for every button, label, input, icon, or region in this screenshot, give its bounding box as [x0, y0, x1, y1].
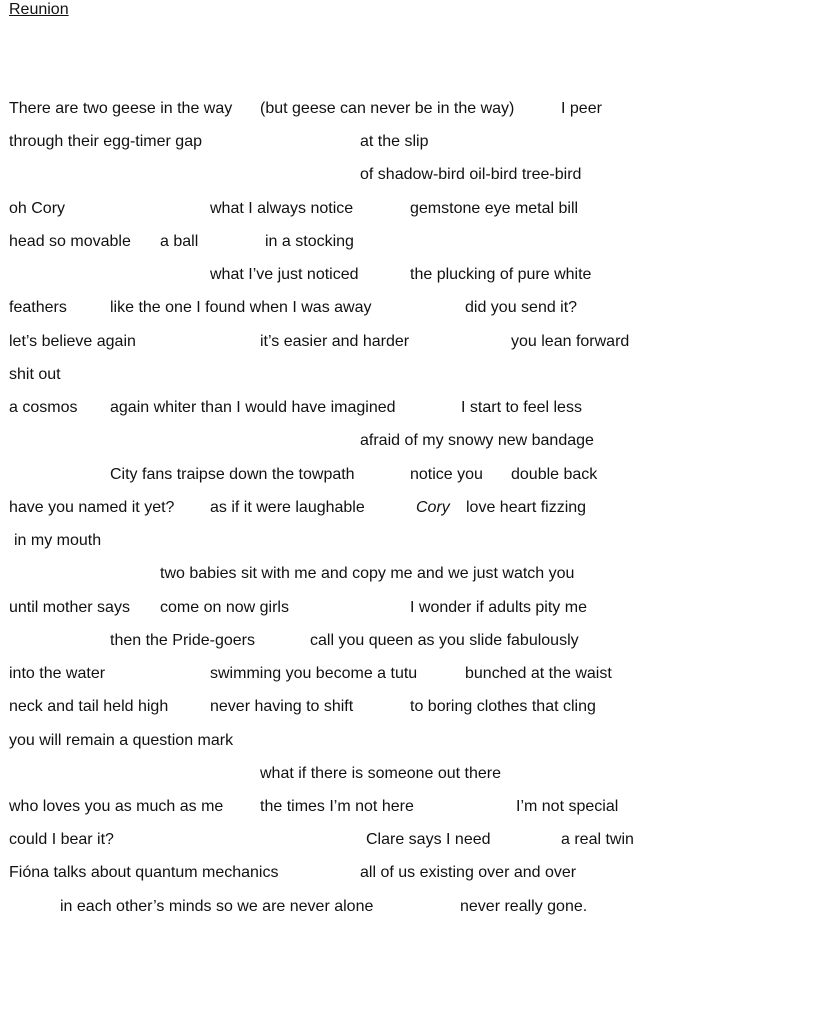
poem-line-22-fragment-2: the times I’m not here — [260, 798, 414, 815]
poem-line-19-fragment-2: never having to shift — [210, 698, 354, 715]
poem-line-5-fragment-2: a ball — [160, 233, 199, 250]
poem-line-16-fragment-2: come on now girls — [160, 599, 289, 616]
poem-line-22-fragment-3: I’m not special — [516, 798, 619, 815]
poem-line-18-fragment-1: into the water — [9, 665, 106, 682]
poem-line-17-fragment-1: then the Pride-goers — [110, 632, 255, 649]
poem-line-2-fragment-1: through their egg-timer gap — [9, 133, 202, 150]
poem-line-15-fragment-1: two babies sit with me and copy me and we just watch you — [160, 565, 575, 582]
poem-line-13-fragment-3: Cory — [416, 499, 450, 516]
poem-line-19-fragment-1: neck and tail held high — [9, 698, 169, 715]
poem-line-23-fragment-3: a real twin — [561, 831, 634, 848]
poem-line-5-fragment-1: head so movable — [9, 233, 131, 250]
poem-line-8-fragment-1: let’s believe again — [9, 333, 136, 350]
poem-line-14-fragment-1: in my mouth — [14, 532, 102, 549]
poem-line-12-fragment-2: notice you — [410, 466, 483, 483]
poem-line-3-fragment-1: of shadow-bird oil-bird tree-bird — [360, 166, 582, 183]
poem-line-1-fragment-3: I peer — [561, 100, 602, 117]
poem-title: Reunion — [9, 1, 69, 18]
poem-line-23-fragment-2: Clare says I need — [366, 831, 491, 848]
poem-line-4-fragment-1: oh Cory — [9, 200, 66, 217]
poem-line-17-fragment-2: call you queen as you slide fabulously — [310, 632, 579, 649]
poem-line-18-fragment-2: swimming you become a tutu — [210, 665, 418, 682]
poem-line-23-fragment-1: could I bear it? — [9, 831, 114, 848]
poem-line-16-fragment-3: I wonder if adults pity me — [410, 599, 587, 616]
poem-line-7-fragment-2: like the one I found when I was away — [110, 299, 372, 316]
poem-line-5-fragment-3: in a stocking — [265, 233, 354, 250]
poem-line-13-fragment-1: have you named it yet? — [9, 499, 175, 516]
poem-line-8-fragment-2: it’s easier and harder — [260, 333, 410, 350]
poem-line-4-fragment-2: what I always notice — [210, 200, 354, 217]
poem-line-24-fragment-2: all of us existing over and over — [360, 864, 577, 881]
poem-line-8-fragment-3: you lean forward — [511, 333, 630, 350]
poem-line-22-fragment-1: who loves you as much as me — [9, 798, 224, 815]
poem-line-19-fragment-3: to boring clothes that cling — [410, 698, 596, 715]
poem-line-18-fragment-3: bunched at the waist — [465, 665, 612, 682]
poem-line-21-fragment-1: what if there is someone out there — [260, 765, 502, 782]
poem-line-2-fragment-2: at the slip — [360, 133, 429, 150]
poem-line-25-fragment-2: never really gone. — [460, 898, 588, 915]
poem-line-7-fragment-1: feathers — [9, 299, 67, 316]
poem-line-6-fragment-2: the plucking of pure white — [410, 266, 592, 283]
poem-line-4-fragment-3: gemstone eye metal bill — [410, 200, 579, 217]
poem-line-20-fragment-1: you will remain a question mark — [9, 732, 234, 749]
poem-line-10-fragment-1: a cosmos — [9, 399, 78, 416]
poem-line-1-fragment-2: (but geese can never be in the way) — [260, 100, 515, 117]
poem-line-16-fragment-1: until mother says — [9, 599, 130, 616]
poem-line-1-fragment-1: There are two geese in the way — [9, 100, 233, 117]
poem-line-24-fragment-1: Fióna talks about quantum mechanics — [9, 864, 279, 881]
poem-line-25-fragment-1: in each other’s minds so we are never alone — [60, 898, 374, 915]
poem-line-10-fragment-3: I start to feel less — [461, 399, 582, 416]
poem-line-10-fragment-2: again whiter than I would have imagined — [110, 399, 396, 416]
poem-line-12-fragment-1: City fans traipse down the towpath — [110, 466, 355, 483]
poem-line-13-fragment-4: love heart fizzing — [466, 499, 587, 516]
poem-line-12-fragment-3: double back — [511, 466, 598, 483]
poem-line-7-fragment-3: did you send it? — [465, 299, 578, 316]
poem-line-11-fragment-1: afraid of my snowy new bandage — [360, 432, 594, 449]
poem-line-6-fragment-1: what I’ve just noticed — [210, 266, 359, 283]
poem-line-9-fragment-1: shit out — [9, 366, 61, 383]
poem-line-13-fragment-2: as if it were laughable — [210, 499, 365, 516]
